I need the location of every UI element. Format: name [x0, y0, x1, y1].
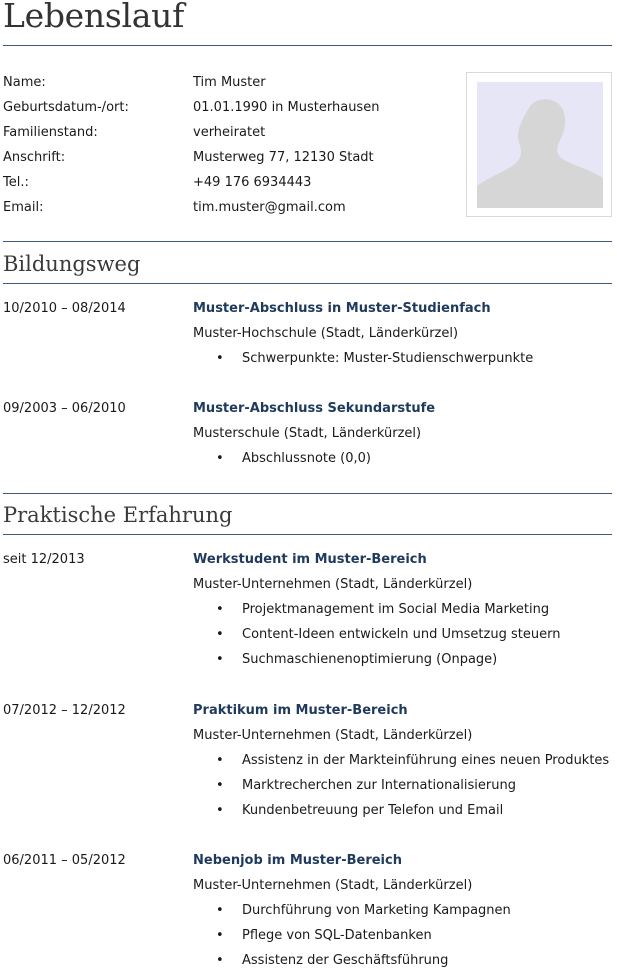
bullet-icon: •: [216, 652, 224, 667]
experience-bullet: Durchführung von Marketing Kampagnen: [242, 903, 511, 918]
person-silhouette-icon: [477, 82, 603, 208]
education-bullet: Abschlussnote (0,0): [242, 451, 371, 466]
experience-bullet: Suchmaschienenoptimierung (Onpage): [242, 652, 498, 667]
experience-rule-top: [3, 493, 612, 494]
experience-date: 07/2012 – 12/2012: [3, 703, 126, 718]
photo-placeholder: [477, 82, 603, 208]
experience-bullet: Projektmanagement im Social Media Marketing: [242, 602, 550, 617]
experience-bullet: Pflege von SQL-Datenbanken: [242, 928, 432, 943]
education-bullet: Schwerpunkte: Muster-Studienschwerpunkte: [242, 351, 534, 366]
bullet-icon: •: [216, 451, 224, 466]
experience-title: Werkstudent im Muster-Bereich: [193, 552, 427, 567]
experience-date: seit 12/2013: [3, 552, 85, 567]
experience-org: Muster-Unternehmen (Stadt, Länderkürzel): [193, 878, 473, 893]
label-marital: Familienstand:: [3, 125, 98, 140]
education-date: 09/2003 – 06/2010: [3, 401, 126, 416]
label-name: Name:: [3, 75, 46, 90]
bullet-icon: •: [216, 602, 224, 617]
label-email: Email:: [3, 200, 44, 215]
value-phone: +49 176 6934443: [193, 175, 312, 190]
experience-bullet: Kundenbetreuung per Telefon und Email: [242, 803, 504, 818]
profile-photo: [466, 72, 612, 217]
section-title-education: Bildungsweg: [3, 252, 141, 276]
education-date: 10/2010 – 08/2014: [3, 301, 126, 316]
value-birth: 01.01.1990 in Musterhausen: [193, 100, 380, 115]
title-rule: [3, 45, 612, 46]
bullet-icon: •: [216, 928, 224, 943]
experience-bullet: Assistenz in der Markteinführung eines neuen Produktes: [242, 753, 610, 768]
bullet-icon: •: [216, 778, 224, 793]
experience-org: Muster-Unternehmen (Stadt, Länderkürzel): [193, 577, 473, 592]
experience-org: Muster-Unternehmen (Stadt, Länderkürzel): [193, 728, 473, 743]
section-title-experience: Praktische Erfahrung: [3, 503, 233, 527]
label-address: Anschrift:: [3, 150, 66, 165]
experience-date: 06/2011 – 05/2012: [3, 853, 126, 868]
label-birth: Geburtsdatum-/ort:: [3, 100, 129, 115]
value-marital: verheiratet: [193, 125, 266, 140]
education-rule-top: [3, 241, 612, 242]
education-org: Muster-Hochschule (Stadt, Länderkürzel): [193, 326, 459, 341]
experience-title: Nebenjob im Muster-Bereich: [193, 853, 402, 868]
experience-bullet: Marktrecherchen zur Internationalisierung: [242, 778, 516, 793]
bullet-icon: •: [216, 627, 224, 642]
value-email: tim.muster@gmail.com: [193, 200, 346, 215]
experience-rule-bottom: [3, 534, 612, 535]
bullet-icon: •: [216, 753, 224, 768]
education-title: Muster-Abschluss in Muster-Studienfach: [193, 301, 491, 316]
bullet-icon: •: [216, 803, 224, 818]
education-title: Muster-Abschluss Sekundarstufe: [193, 401, 436, 416]
bullet-icon: •: [216, 351, 224, 366]
experience-title: Praktikum im Muster-Bereich: [193, 703, 408, 718]
experience-bullet: Assistenz der Geschäftsführung: [242, 953, 449, 968]
bullet-icon: •: [216, 903, 224, 918]
value-name: Tim Muster: [193, 75, 266, 90]
experience-bullet: Content-Ideen entwickeln und Umsetzug steuern: [242, 627, 561, 642]
education-rule-bottom: [3, 283, 612, 284]
label-phone: Tel.:: [3, 175, 29, 190]
value-address: Musterweg 77, 12130 Stadt: [193, 150, 374, 165]
bullet-icon: •: [216, 953, 224, 968]
education-org: Musterschule (Stadt, Länderkürzel): [193, 426, 422, 441]
document-title: Lebenslauf: [3, 0, 184, 35]
